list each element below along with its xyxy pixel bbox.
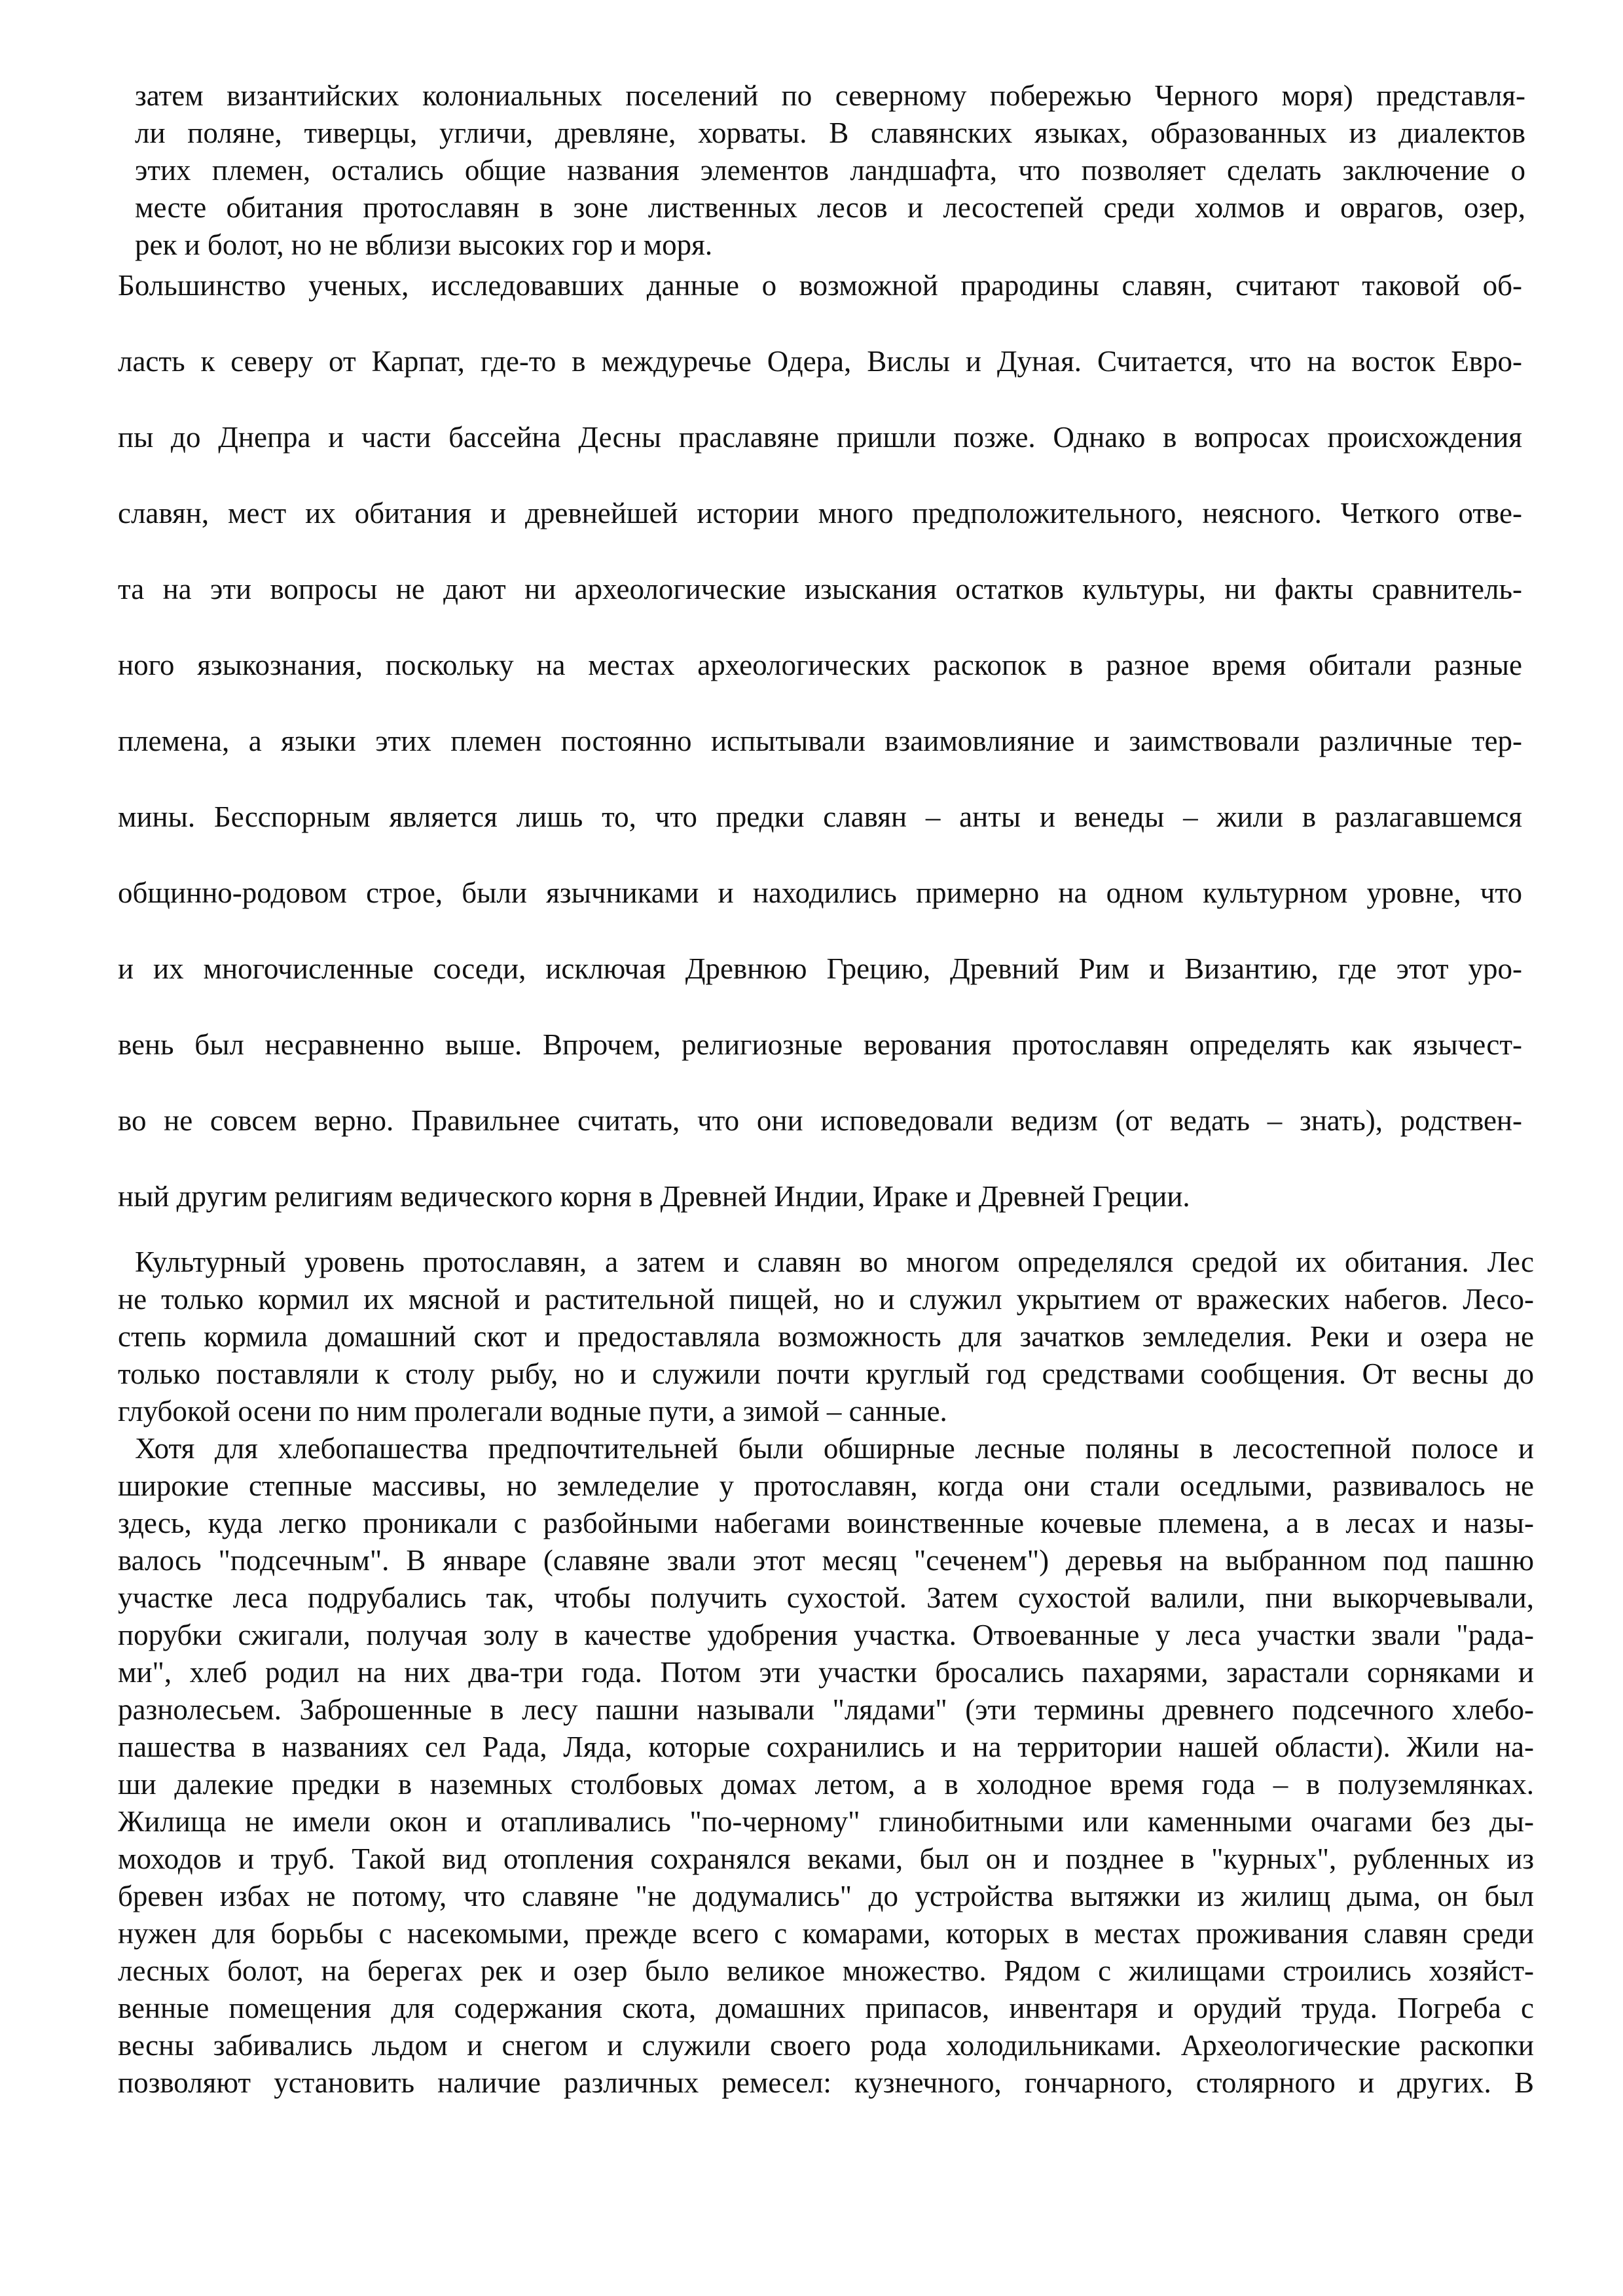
text-line: этих племен, остались общие названия элементов ландшафта, что позволяет сделать заключение о: [135, 154, 1525, 187]
text-line: валось "подсечным". В январе (славяне звали этот месяц "сеченем") деревья на выбранном под пашню: [118, 1544, 1534, 1577]
text-line: Жилища не имели окон и отапливались "по-черному" глинобитными или каменными очагами без ды-: [118, 1805, 1534, 1838]
text-line: не только кормил их мясной и растительной пищей, но и служил укрытием от вражеских набегов. Лесо-: [118, 1283, 1534, 1316]
paragraph-continued: [135, 77, 1525, 264]
text-line: ли поляне, тиверцы, угличи, древляне, хорваты. В славянских языках, образованных из диалектов: [135, 117, 1525, 149]
text-line: и их многочисленные соседи, исключая Древнюю Грецию, Древний Рим и Византию, где этот уро-: [118, 952, 1522, 985]
text-line: нужен для борьбы с насекомыми, прежде всего с комарами, которых в местах проживания славян среди: [118, 1917, 1534, 1950]
text-line: вень был несравненно выше. Впрочем, религиозные верования протославян определять как язычест-: [118, 1028, 1522, 1061]
text-line: глубокой осени по ним пролегали водные пути, а зимой – санные.: [118, 1395, 947, 1427]
text-line: пы до Днепра и части бассейна Десны праславяне пришли позже. Однако в вопросах происхождения: [118, 421, 1522, 454]
text-line: ми", хлеб родил на них два-три года. Потом эти участки бросались пахарями, зарастали сорняками и: [118, 1656, 1534, 1689]
text-line: племена, а языки этих племен постоянно испытывали взаимовлияние и заимствовали различные тер-: [118, 725, 1522, 757]
text-line: здесь, куда легко проникали с разбойными набегами воинственные кочевые племена, а в лесах и назы-: [118, 1507, 1534, 1539]
text-line: Большинство ученых, исследовавших данные о возможной прародины славян, считают таковой об-: [118, 269, 1522, 302]
body-text: [118, 1244, 1534, 2102]
text-line: венные помещения для содержания скота, домашних припасов, инвентаря и орудий труда. Погреба с: [118, 1992, 1534, 2024]
text-line: ного языкознания, поскольку на местах археологических раскопок в разное время обитали разные: [118, 649, 1522, 681]
text-line: та на эти вопросы не дают ни археологические изыскания остатков культуры, ни факты сравнитель-: [118, 573, 1522, 605]
text-line: месте обитания протославян в зоне лиственных лесов и лесостепей среди холмов и оврагов, озер,: [135, 191, 1525, 224]
text-line: ши далекие предки в наземных столбовых домах летом, а в холодное время года – в полуземлянках.: [118, 1768, 1534, 1801]
text-line: только поставляли к столу рыбу, но и служили почти круглый год средствами сообщения. От весны до: [118, 1357, 1534, 1390]
text-line: ласть к северу от Карпат, где-то в междуречье Одера, Вислы и Дуная. Считается, что на восток Евро-: [118, 345, 1522, 378]
text-line: широкие степные массивы, но земледелие у протославян, когда они стали оседлыми, развивалось не: [118, 1469, 1534, 1502]
paragraph-double-spaced: [118, 247, 1522, 1234]
text-line: моходов и труб. Такой вид отопления сохранялся веками, был он и позднее в "курных", рубленных из: [118, 1842, 1534, 1875]
text-line: позволяют установить наличие различных ремесел: кузнечного, гончарного, столярного и других. В: [118, 2066, 1534, 2099]
text-line: Хотя для хлебопашества предпочтительней были обширные лесные поляны в лесостепной полосе и: [135, 1432, 1534, 1465]
text-line: рек и болот, но не вблизи высоких гор и моря.: [135, 228, 713, 261]
text-line: участке леса подрубались так, чтобы получить сухостой. Затем сухостой валили, пни выкорчевывали,: [118, 1581, 1534, 1614]
text-line: лесных болот, на берегах рек и озер было великое множество. Рядом с жилищами строились хозяйст-: [118, 1954, 1534, 1987]
text-line: разнолесьем. Заброшенные в лесу пашни называли "лядами" (эти термины древнего подсечного хлебо-: [118, 1693, 1534, 1726]
text-line: порубки сжигали, получая золу в качестве удобрения участка. Отвоеванные у леса участки звали "рада-: [118, 1619, 1534, 1651]
text-line: мины. Бесспорным является лишь то, что предки славян – анты и венеды – жили в разлагавшемся: [118, 800, 1522, 833]
text-line: общинно-родовом строе, были язычниками и находились примерно на одном культурном уровне, что: [118, 876, 1522, 909]
text-line: весны забивались льдом и снегом и служили своего рода холодильниками. Археологические раскопки: [118, 2029, 1534, 2062]
text-line: Культурный уровень протославян, а затем и славян во многом определялся средой их обитания. Лес: [135, 1246, 1534, 1278]
text-line: бревен избах не потому, что славяне "не додумались" до устройства вытяжки из жилищ дыма, он был: [118, 1880, 1534, 1912]
text-line: затем византийских колониальных поселений по северному побережью Черного моря) представля-: [135, 79, 1525, 112]
text-line: славян, мест их обитания и древнейшей истории много предположительного, неясного. Четкого отве-: [118, 497, 1522, 529]
text-line: пашества в названиях сел Рада, Ляда, которые сохранились и на территории нашей области). Жили на-: [118, 1731, 1534, 1763]
text-line: степь кормила домашний скот и предоставляла возможность для зачатков земледелия. Реки и озера не: [118, 1320, 1534, 1353]
text-line: во не совсем верно. Правильнее считать, что они исповедовали ведизм (от ведать – знать), родствен-: [118, 1104, 1522, 1137]
text-line: ный другим религиям ведического корня в Древней Индии, Ираке и Древней Греции.: [118, 1180, 1190, 1213]
